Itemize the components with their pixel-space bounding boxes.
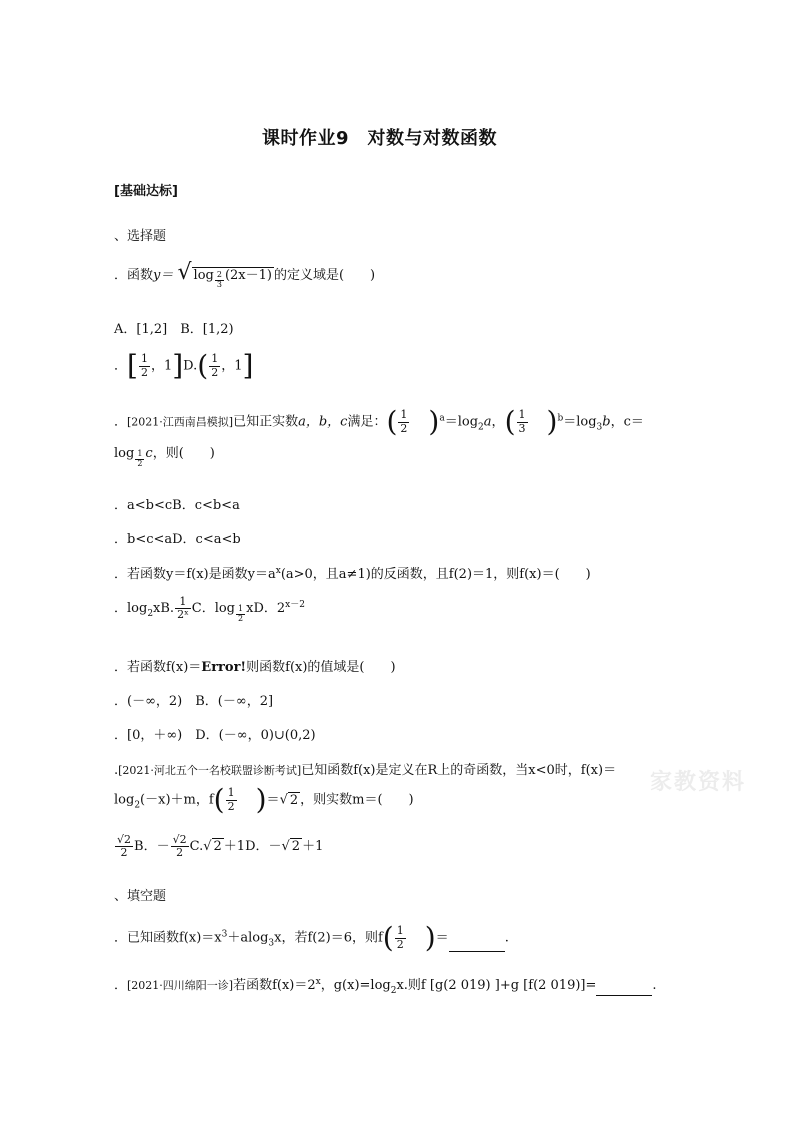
section-choice: 、选择题	[114, 229, 167, 244]
q1-stem	[114, 260, 375, 290]
q2-stem: ．[2021·江西南昌模拟]已知正实数a，b，c满足：( $\frac{1}{2}$ )$^a=\log_2a$，( $\frac{1}{3}$ )$^b=\log_3b$，c＝	[114, 405, 644, 438]
q2-source: [2021·江西南昌模拟]	[127, 415, 234, 429]
q4-stem: ．若函数f(x)＝Error!则函数f(x)的值域是( )	[114, 660, 396, 675]
q1-radicand: log $\frac{2}{3}$ (2x－1)	[193, 268, 272, 289]
q5-stem: .[2021·河北五个一名校联盟诊断考试]已知函数f(x)是定义在R上的奇函数，当x<0时，f(x)＝	[114, 763, 617, 778]
q5-source: [2021·河北五个一名校联盟诊断考试]	[118, 764, 302, 777]
q1-suffix: 的定义域是( )	[273, 268, 376, 283]
q6-stem: ．已知函数$f(x)=x^3+alog_3x$，若f(2)＝6，则f( $\frac{1}{2}$ )＝ .	[114, 921, 509, 954]
q3-options: ．$\log_2xB$. $\frac{1}{\text{2ˣ}}$ C．log $\frac{1}{2}$ xD．$2^{x-2}$	[114, 595, 305, 624]
q4-options-ab: ．(－∞，2) B．(－∞，2]	[114, 694, 274, 709]
watermark: 家教资料	[650, 770, 747, 795]
q2-options-ab: ．a<b<cB．c<b<a	[114, 498, 240, 513]
q2-line2: log $\frac{1}{2}$ c，则( )	[114, 446, 215, 468]
q6-answer-blank[interactable]	[449, 939, 505, 952]
q7-stem: ．[2021·四川绵阳一诊]若函数$f(x)=2^x$，$g(x)=\log_2x$.则f [g(2 019) ]+g [f(2 019)]= .	[114, 977, 657, 996]
q7-answer-blank[interactable]	[596, 983, 652, 996]
q7-source: [2021·四川绵阳一诊]	[127, 979, 234, 992]
section-fill: 、填空题	[114, 889, 167, 904]
page-title: 课时作业9 对数与对数函数	[262, 128, 498, 149]
q1-options-ab: A．[1,2] B．[1,2)	[114, 322, 234, 337]
q1-options-cd: ．[ $\frac{1}{2}$ ，1]D.( $\frac{1}{2}$ ，1]	[114, 349, 254, 382]
sqrt-sign: √	[177, 260, 192, 285]
q1-prefix: ．函数	[114, 268, 154, 283]
q5-options: $\frac{√2}{2}$ B．－ $\frac{√2}{2}$ C.√ 2 ＋1D．－√ 2 ＋1	[117, 833, 324, 860]
q5-line2: $\log_2(-x)+m$，f( $\frac{1}{2}$ )＝√ 2 ，则实数m＝( )	[114, 783, 414, 816]
q4-error: Error!	[201, 660, 247, 675]
q3-stem: ．若函数y＝f(x)是函数$y=a^x(a>0$，且a≠1)的反函数，且f(2)＝1，则f(x)＝( )	[114, 566, 591, 582]
section-basic: [基础达标]	[114, 184, 178, 199]
q4-options-cd: ．[0，＋∞) D．(－∞，0)∪(0,2)	[114, 728, 316, 743]
q1-y: y＝	[153, 268, 174, 283]
q2-options-cd: ．b<c<aD．c<a<b	[114, 532, 241, 547]
